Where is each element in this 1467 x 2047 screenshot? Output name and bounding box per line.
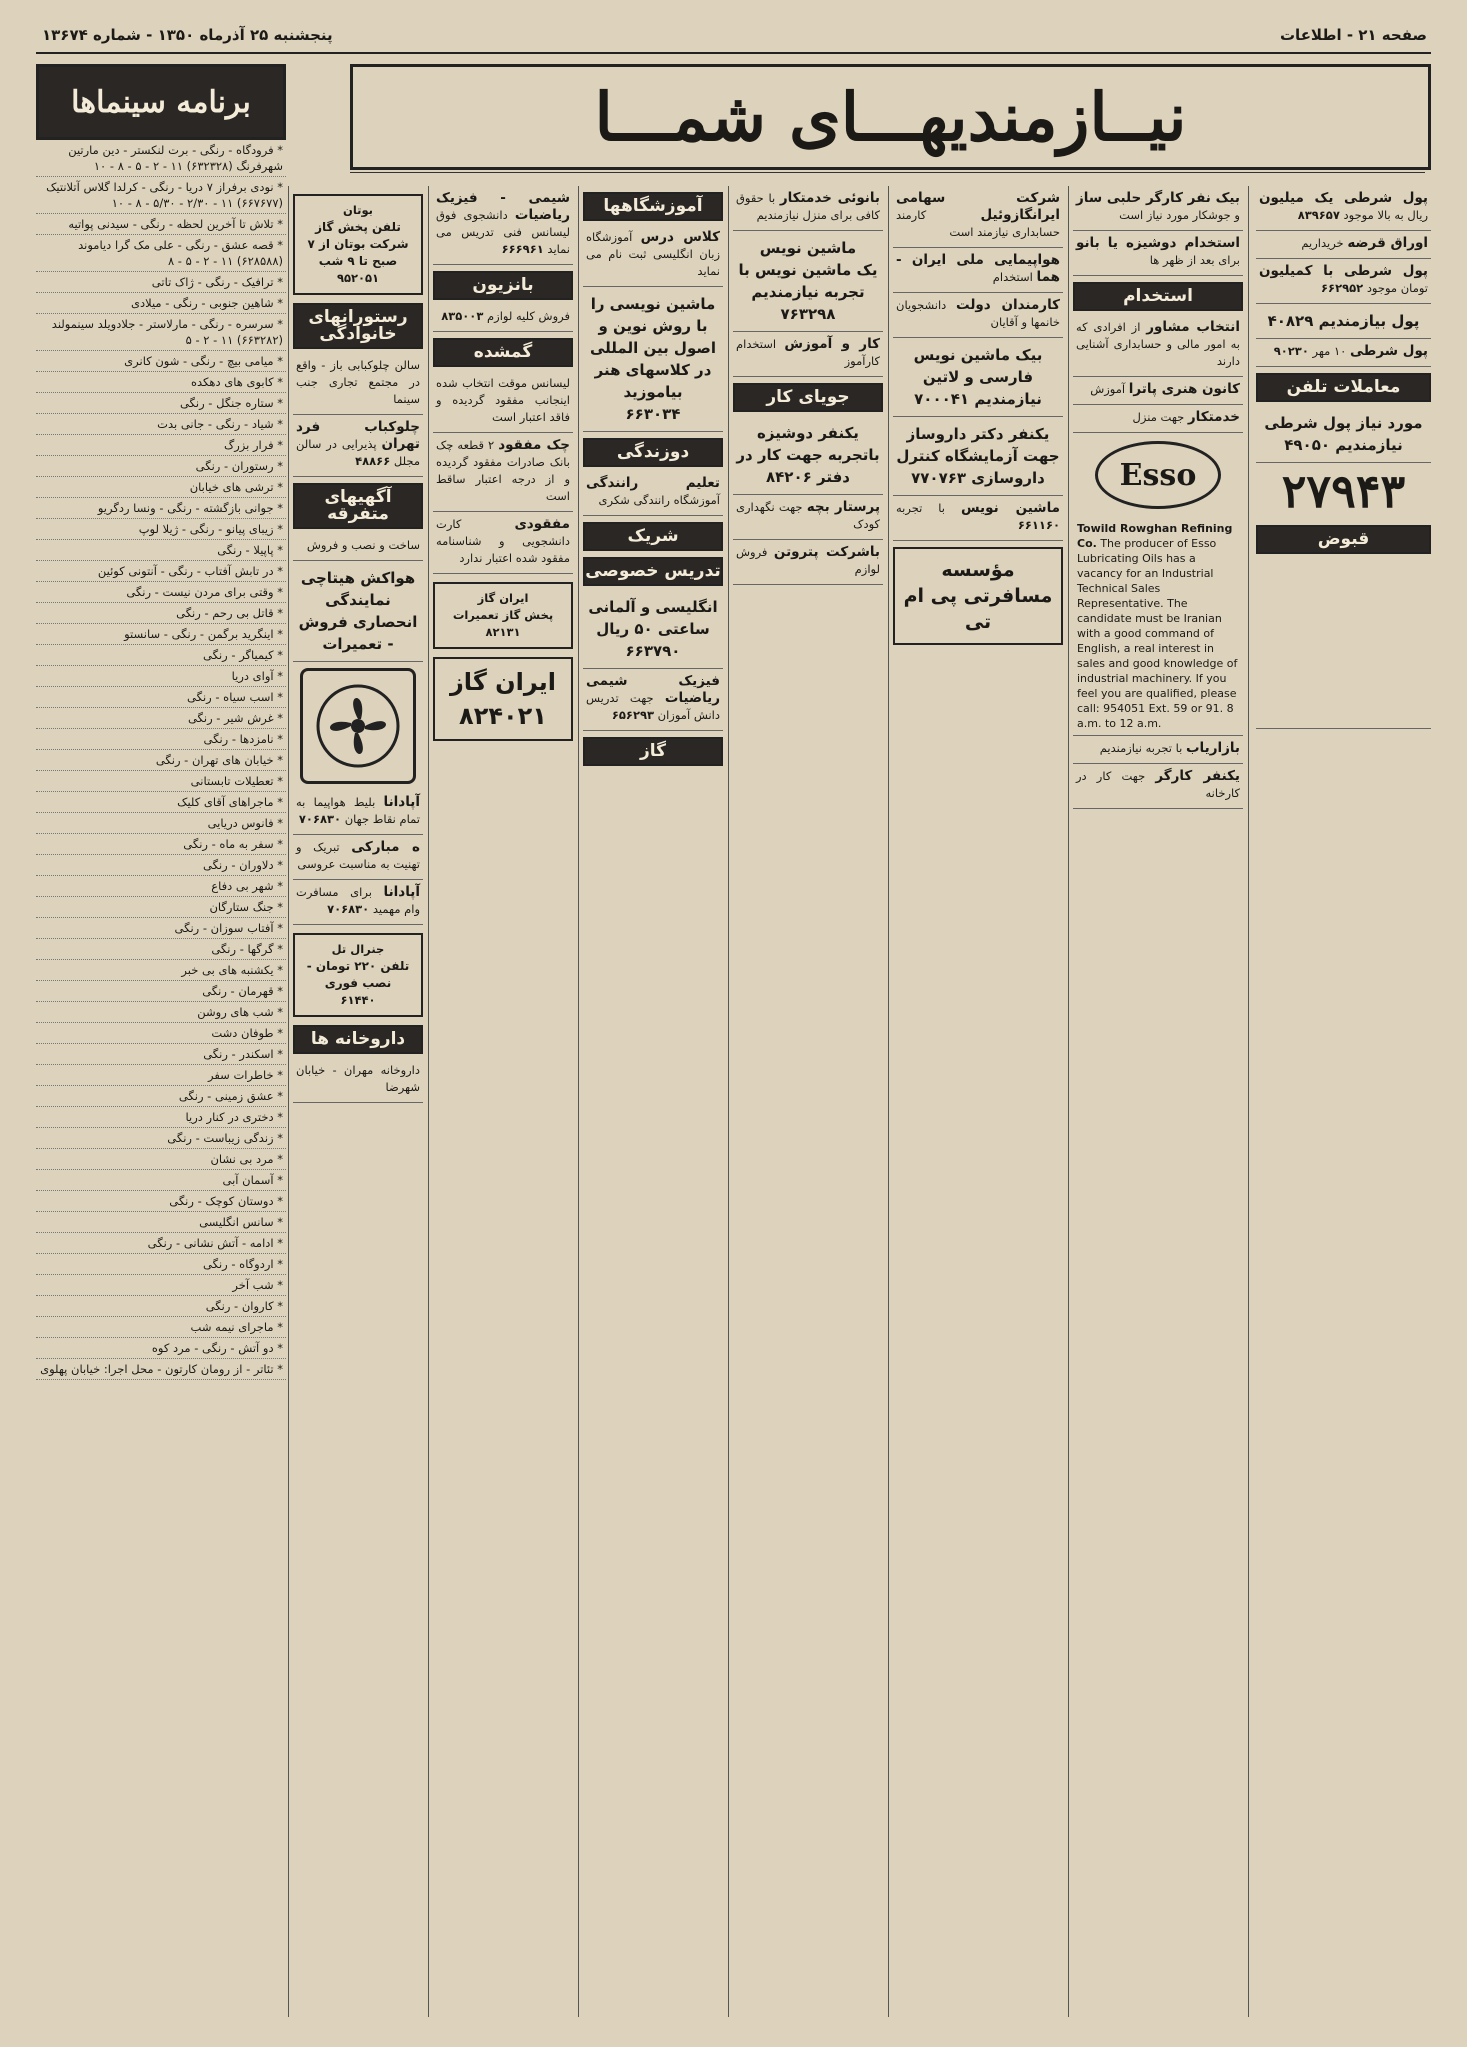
column-6: [893, 186, 1063, 2017]
cinema-listing: * دختری در کنار دریا: [36, 1107, 286, 1128]
section-header: تدریس خصوصی: [583, 557, 723, 586]
section-header: قبوض: [1256, 525, 1431, 554]
ad: ه مبارکی تبریک و تهنیت به مناسبت عروسی: [293, 835, 423, 880]
cinema-listing: * آفتاب سوزان - رنگی: [36, 918, 286, 939]
cinema-listing: * شب آخر: [36, 1275, 286, 1296]
cinema-listing: * دلاوران - رنگی: [36, 855, 286, 876]
column-rule: [1068, 186, 1069, 2017]
cinema-footer: * تئاتر - از رومان کارتون - محل اجرا: خیابان پهلوی: [36, 1359, 286, 1380]
ad: کار و آموزش استخدام کارآموز: [733, 332, 883, 377]
cinema-listing: * کابوی های دهکده: [36, 372, 286, 393]
section-header: آگهیهای متفرقه: [293, 483, 423, 529]
ad: انتخاب مشاور از افرادی که به امور مالی و حسابداری آشنایی دارند: [1073, 315, 1243, 377]
column-2: [293, 186, 423, 2017]
ad: چلوکباب فرد تهران پذیرایی در سالن مجلل ۴۸۸۶۶: [293, 415, 423, 477]
ad: استخدام دوشیزه یا بانو برای بعد از ظهر ها: [1073, 231, 1243, 276]
column-rule: [1248, 186, 1249, 2017]
cinema-listing: * اردوگاه - رنگی: [36, 1254, 286, 1275]
cinema-listing: * اینگرید برگمن - رنگی - سانستو: [36, 624, 286, 645]
ad: شیمی - فیزیک ریاضیات دانشجوی فوق لیسانس فنی تدریس می نماید ۶۶۶۹۶۱: [433, 186, 573, 265]
cinema-listing: * ترافیک - رنگی - ژاک تاتی: [36, 272, 286, 293]
ad: کارمندان دولت دانشجویان خانمها و آقایان: [893, 293, 1063, 338]
cinema-listing: * میامی بیچ - رنگی - شون کانری: [36, 351, 286, 372]
cinema-listing: * یکشنبه های بی خبر: [36, 960, 286, 981]
ad: هواکش هیتاچی نمایندگی انحصاری فروش - تعمیرات: [293, 561, 423, 662]
top-rule: [36, 52, 1431, 54]
ad: بیک نفر کارگر حلبی ساز و جوشکار مورد نیاز است: [1073, 186, 1243, 231]
cinema-listing: * اسب سیاه - رنگی: [36, 687, 286, 708]
ad: پول شرطی ۱۰ مهر ۹۰۲۳۰: [1256, 339, 1431, 367]
ad: سالن چلوکبابی باز - واقع در مجتمع تجاری جنب سینما: [293, 353, 423, 415]
cinema-listing: * در تابش آفتاب - رنگی - آنتونی کوئین: [36, 561, 286, 582]
ad: ماشین نویسی را با روش نوین و اصول بین المللی در کلاسهای هنر بیاموزید ۶۶۳۰۳۴: [583, 287, 723, 432]
general-tel-ad: جنرال تل تلفن ۲۲۰ تومان - نصب فوری ۶۱۴۴۰: [293, 933, 423, 1017]
cinema-listing: * طوفان دشت: [36, 1023, 286, 1044]
cinema-listing: * خیابان های تهران - رنگی: [36, 750, 286, 771]
english-ad: Towild Rowghan Refining Co. The producer of Esso Lubricating Oils has a vacancy for an Industrial Technical Sales Representative. The candidate must be Iranian with a good command of English, a real interest in sales and good knowledge of industrial machinery. If you feel you are qualified, please call: 954051 Ext. 59 or 91. 8 a.m. to 12 a.m.: [1073, 517, 1243, 736]
ad: انگلیسی و آلمانی ساعتی ۵۰ ریال ۶۶۳۷۹۰: [583, 590, 723, 669]
section-header: بانزیون: [433, 271, 573, 300]
cinema-listing: * آوای دریا: [36, 666, 286, 687]
ad: پرستار بچه جهت نگهداری کودک: [733, 495, 883, 540]
column-rule: [428, 186, 429, 2017]
ad: تعلیم رانندگی آموزشگاه رانندگی شکری: [583, 471, 723, 516]
cinema-listing: * قاتل بی رحم - رنگی: [36, 603, 286, 624]
page-number: صفحه ۲۱ - اطلاعات: [1279, 26, 1427, 44]
section-header: دوزندگی: [583, 438, 723, 467]
cinema-column: [36, 64, 286, 2017]
ad: لیسانس موقت انتخاب شده اینجانب مفقود گردیده و فاقد اعتبار است: [433, 371, 573, 433]
cinema-listing: * پاپیلا - رنگی: [36, 540, 286, 561]
column-4: [583, 186, 723, 2017]
cinema-listing: * مرد بی نشان: [36, 1149, 286, 1170]
cinema-listing: * گرگها - رنگی: [36, 939, 286, 960]
section-header: معاملات تلفن: [1256, 373, 1431, 402]
ad: بانوئی خدمتکار با حقوق کافی برای منزل نیازمندیم: [733, 186, 883, 231]
cinema-listing: * دو آتش - رنگی - مرد کوه: [36, 1338, 286, 1359]
ad: خدمتکار جهت منزل: [1073, 405, 1243, 433]
cinema-listing: * فرودگاه - رنگی - برت لنکستر - دین مارتین شهرفرنگ (۶۳۲۳۲۸) ۱۱ - ۲ - ۵ - ۸ - ۱۰: [36, 140, 286, 177]
cinema-listing: * وقتی برای مردن نیست - رنگی: [36, 582, 286, 603]
cinema-listing: * آسمان آبی: [36, 1170, 286, 1191]
butane-ad: بوتان تلفن پخش گاز شرکت بوتان از ۷ صبح تا ۹ شب ۹۵۲۰۵۱: [293, 194, 423, 295]
section-header: گاز: [583, 737, 723, 766]
column-rule: [578, 186, 579, 2017]
esso-logo: Esso: [1095, 441, 1221, 509]
ad: بیک ماشین نویس فارسی و لاتین نیازمندیم ۷۰۰۰۴۱: [893, 338, 1063, 417]
big-number: ۲۷۹۴۳: [1281, 464, 1406, 518]
cinema-listing: * فانوس دریایی: [36, 813, 286, 834]
section-header: جویای کار: [733, 383, 883, 412]
travel-ad: مؤسسه مسافرتی پی ام تی: [893, 547, 1063, 645]
ad: پول بیازمندیم ۴۰۸۲۹: [1256, 304, 1431, 339]
cinema-listing: * زیبای پیانو - رنگی - ژیلا لوپ: [36, 519, 286, 540]
section-header: رستورانهای خانوادگی: [293, 303, 423, 349]
cinema-listing: * ستاره جنگل - رنگی: [36, 393, 286, 414]
cinema-listing: * سانس انگلیسی: [36, 1212, 286, 1233]
ad: مفقودی کارت دانشجویی و شناسنامه مفقود شده اعتبار ندارد: [433, 512, 573, 574]
ad: ماشین نویس یک ماشین نویس با تجربه نیازمندیم ۷۶۳۲۹۸: [733, 231, 883, 332]
cinema-listing: * کاروان - رنگی: [36, 1296, 286, 1317]
ad: داروخانه مهران - خیابان شهرضا: [293, 1058, 423, 1103]
ad: اوراق قرضه خریداریم: [1256, 231, 1431, 259]
cinema-listing: * جنگ ستارگان: [36, 897, 286, 918]
cinema-listing: * کیمیاگر - رنگی: [36, 645, 286, 666]
cinema-listing: * ماجراهای آقای کلیک: [36, 792, 286, 813]
section-header: آموزشگاهها: [583, 192, 723, 221]
gas-ad-large: ایران گاز ۸۲۴۰۲۱: [433, 657, 573, 741]
ad: هواپیمایی ملی ایران - هما استخدام: [893, 248, 1063, 293]
ad: یکنفر کارگر جهت کار در کارخانه: [1073, 764, 1243, 809]
column-5: [733, 186, 883, 2017]
cinema-listing: * جوانی بازگشته - رنگی - ونسا ردگریو: [36, 498, 286, 519]
cinema-listing: * شهر بی دفاع: [36, 876, 286, 897]
cinema-listing: * غرش شیر - رنگی: [36, 708, 286, 729]
ad: یکنفر دکتر داروساز جهت آزمایشگاه کنترل داروسازی ۷۷۰۷۶۳: [893, 417, 1063, 496]
ad: ماشین نویس با تجربه ۶۶۱۱۶۰: [893, 496, 1063, 541]
cinema-listing: * ماجرای نیمه شب: [36, 1317, 286, 1338]
cinema-listing: * عشق زمینی - رنگی: [36, 1086, 286, 1107]
column-8: [1256, 186, 1431, 2017]
cinema-listing: * شاهین جنوبی - رنگی - میلادی: [36, 293, 286, 314]
ad: باشرکت پتروتن فروش لوازم: [733, 540, 883, 585]
ad: پول شرطی یک میلیون ریال به بالا موجود ۸۳۹۶۵۷: [1256, 186, 1431, 231]
ad: شرکت سهامی ایرانگازوئیل کارمند حسابداری نیازمند است: [893, 186, 1063, 248]
gas-ad: ایران گاز پخش گاز تعمیرات ۸۲۱۳۱: [433, 582, 573, 649]
cinema-list: [36, 140, 286, 1359]
cinema-listing: * زندگی زیباست - رنگی: [36, 1128, 286, 1149]
ad: [1256, 558, 1431, 729]
ad: یکنفر دوشیزه باتجربه جهت کار در دفتر ۸۴۲۰۶: [733, 416, 883, 495]
column-rule: [288, 186, 289, 2017]
ad: کانون هنری پاترا آموزش: [1073, 377, 1243, 405]
cinema-listing: * فرار بزرگ: [36, 435, 286, 456]
ad: پول شرطی با کمیلیون تومان موجود ۶۶۲۹۵۲: [1256, 259, 1431, 304]
ad: بازاریاب با تجربه نیازمندیم: [1073, 736, 1243, 764]
column-rule: [888, 186, 889, 2017]
column-7: [1073, 186, 1243, 2017]
section-header: استخدام: [1073, 282, 1243, 311]
section-header: داروخانه ها: [293, 1025, 423, 1054]
cinema-listing: * نامزدها - رنگی: [36, 729, 286, 750]
ad: مورد نیاز پول شرطی نیازمندیم ۴۹۰۵۰: [1256, 406, 1431, 463]
section-banner: نیــازمندیهـــای شمـــا: [350, 64, 1431, 170]
ad: فیزیک شیمی ریاضیات جهت تدریس دانش آموزان ۶۵۶۲۹۳: [583, 669, 723, 731]
cinema-listing: * سرسره - رنگی - مارلاستر - جلادویلد سینمولند (۶۶۳۲۸۲) ۱۱ - ۲ - ۵: [36, 314, 286, 351]
column-3: [433, 186, 573, 2017]
cinema-listing: * دوستان کوچک - رنگی: [36, 1191, 286, 1212]
issue-date: پنجشنبه ۲۵ آذرماه ۱۳۵۰ - شماره ۱۳۶۷۴: [42, 26, 333, 44]
cinema-listing: * ادامه - آتش نشانی - رنگی: [36, 1233, 286, 1254]
fan-icon: [300, 668, 416, 784]
cinema-listing: * نودی برفراز ۷ دریا - رنگی - کرلدا گلاس آتلانتیک (۶۶۷۶۷۷) ۱۱ - ۲/۳۰ - ۵/۳۰ - ۸ - ۱۰: [36, 177, 286, 214]
section-header: شریک: [583, 522, 723, 551]
cinema-listing: * خاطرات سفر: [36, 1065, 286, 1086]
cinema-listing: * اسکندر - رنگی: [36, 1044, 286, 1065]
banner-rule: [350, 172, 1425, 173]
cinema-listing: * تلاش تا آخرین لحظه - رنگی - سیدنی پواتیه: [36, 214, 286, 235]
cinema-listing: * شیاد - رنگی - جانی بدت: [36, 414, 286, 435]
cinema-title: برنامه سینماها: [36, 64, 286, 140]
cinema-listing: * رستوران - رنگی: [36, 456, 286, 477]
cinema-listing: * شب های روشن: [36, 1002, 286, 1023]
cinema-listing: * سفر به ماه - رنگی: [36, 834, 286, 855]
ad: ساخت و نصب و فروش: [293, 533, 423, 561]
cinema-listing: * ترشی های خیابان: [36, 477, 286, 498]
ad: چک مفقود ۲ قطعه چک بانک صادرات مفقود گردیده و از درجه اعتبار ساقط است: [433, 433, 573, 512]
cinema-listing: * تعطیلات تابستانی: [36, 771, 286, 792]
section-header: گمشده: [433, 338, 573, 367]
ad: فروش کلیه لوازم ۸۳۵۰۰۳: [433, 304, 573, 332]
ad: آپادانا بلیط هواپیما به تمام نقاط جهان ۷۰۶۸۳۰: [293, 790, 423, 835]
column-rule: [728, 186, 729, 2017]
ad: آپادانا برای مسافرت وام مهمید ۷۰۶۸۳۰: [293, 880, 423, 925]
cinema-listing: * قهرمان - رنگی: [36, 981, 286, 1002]
ad: کلاس درس آموزشگاه زبان انگلیسی ثبت نام می نماید: [583, 225, 723, 287]
cinema-listing: * قصه عشق - رنگی - علی مک گرا دیاموند (۶۲۸۵۸۸) ۱۱ - ۲ - ۵ - ۸: [36, 235, 286, 272]
